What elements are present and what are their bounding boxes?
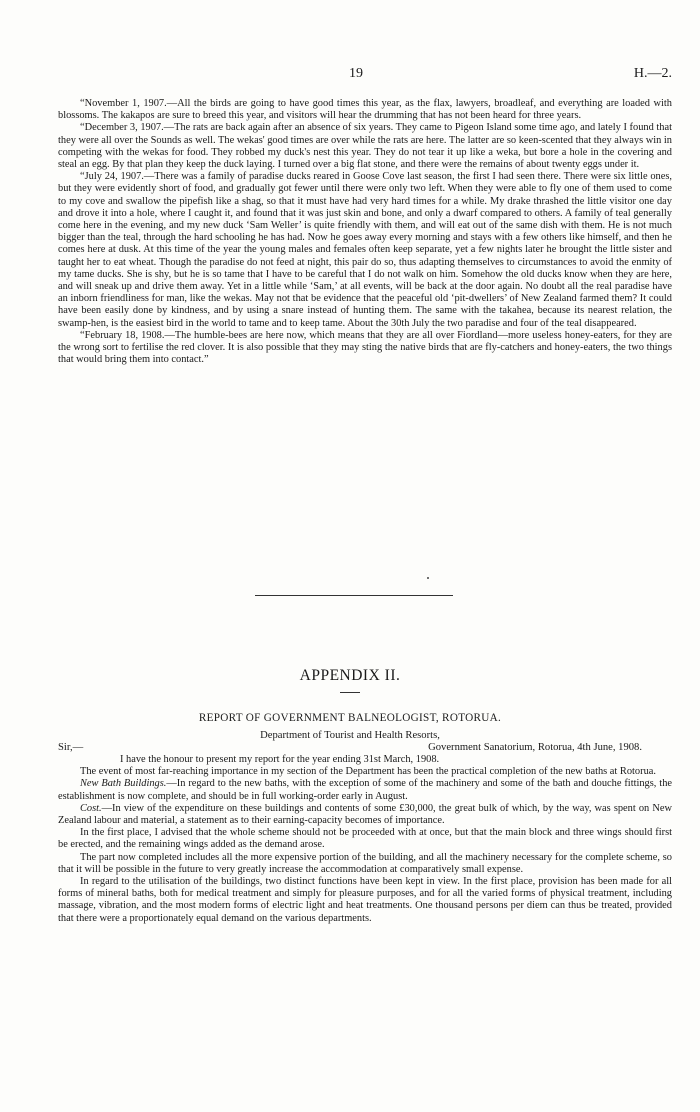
report-paragraph (58, 766, 672, 778)
salutation: Sir,— (58, 742, 84, 753)
paragraph-lead: Cost. (80, 802, 102, 814)
letter-paragraph: “February 18, 1908.—The humble-bees are here now, which means that they are all over Fiordland—more useless honey-eaters, for they are the wrong sort to fertilise the red clover. It is also possible that they may sting the native birds that are fly-catchers and honey-eaters, the two things that would bring them into contact.” (58, 329, 672, 366)
report-paragraph (58, 778, 672, 802)
heading-rule (340, 692, 360, 693)
report-title: REPORT OF GOVERNMENT BALNEOLOGIST, ROTORUA. (198, 712, 502, 724)
letter-paragraph: “July 24, 1907.—There was a family of paradise ducks reared in Goose Cove last season, the first I had seen there. There were six little ones, but they were evidently short of food, and gradually got fewer until there were only two left. When they were able to fly one of them used to come to my cove and swallow the pipefish like a shag, so that it must have had very hard times for a while. My drake thrashed the little visitor one day and drove it into a hole, where I caught it, and found that it was just skin and bone, and only a dwarf compared to others. A family of teal generally come here in the evening, and my new duck ‘Sam Weller’ is quite friendly with them, and will eat out of the same dish with them. He is not much bigger than the teal, through the hard schooling he has had. Now he goes away every morning and stays with a few others like himself, and then he comes here at dusk. At this time of the year the young males and females often keep separate, yet a few nights later he brought the little sister and taught her to eat wheat. Though the paradise do not feed at night, this pair do so, thus adapting themselves to circumstances to avoid the enmity of my tame ducks. She is shy, but he is so tame that I have to be careful that I do not walk on him. Somehow the old ducks know when they are here, and will sneak up and drive them away. Yet in a little while ‘Sam,’ at all events, will be back at the door again. No doubt all the real paradise have an inborn friendliness for man, like the wekas. May not that be evidence that the peaceful old ‘pit-dwellers’ of New Zealand farmed them? It could have been easily done by kindness, and by using a snare instead of hunting them. The same with the takahea, because its nearest relation, the swamp-hen, is the easiest bird in the world to tame and to keep tame. About the 30th July the two paradise and four of the teal disappeared. (58, 171, 672, 329)
report-paragraph (58, 852, 672, 876)
letter-paragraph: “November 1, 1907.—All the birds are going to have good times this year, as the flax, lawyers, broadleaf, and everything are loaded with blossoms. The kakapos are sure to breed this year, and visitors will hear the drumming that has not been heard for three years. (58, 98, 672, 122)
paragraph-text: I have the honour to present my report for the year ending 31st March, 1908. (120, 754, 440, 765)
department-line: Department of Tourist and Health Resorts, (260, 730, 440, 741)
report-paragraph (58, 876, 672, 925)
letter-paragraph: “December 3, 1907.—The rats are back again after an absence of six years. They came to Pigeon Island some time ago, and lately I found that they were all over the Sounds as well. The wekas' good times are over while the rats are here. The latter are so keen-scented that they always win in competing with the wekas for food. They robbed my duck's nest this year. They do not tear it up like a weka, but bore a hole in the covering and steal an egg. By that plan they keep the duck laying. I turned over a big flat stone, and there were the remains of about twenty eggs under it. (58, 122, 672, 171)
paragraph-text: In the first place, I advised that the whole scheme should not be proceeded with at once, but that the main block and three wings should first be erected, and the remaining wings added as the demand arose. (58, 827, 672, 851)
report-paragraph (58, 803, 672, 827)
page-header (40, 66, 672, 84)
paragraph-text: —In view of the expenditure on these buildings and contents of some £30,000, the great bulk of which, by the way, was spent on New Zealand labour and material, a statement as to their earning-capacity becomes of importance. (58, 802, 672, 827)
section-divider (255, 595, 453, 596)
report-paragraph (58, 754, 672, 766)
report-body (58, 754, 672, 925)
page-number: 19 (349, 66, 363, 81)
sanatorium-dateline: Government Sanatorium, Rotorua, 4th June, 1908. (428, 742, 642, 753)
stray-mark (427, 577, 429, 579)
paragraph-text: In regard to the utilisation of the buildings, two distinct functions have been kept in view. In the first place, provision has been made for all forms of mineral baths, both for medical treatment and simply for pleasure purposes, and for all the varied forms of physical treatment, including massage, vibration, and the most modern forms of electric light and heat treatments. One thousand persons per diem can thus be treated, provided that there were a proportionately equal demand on the various departments. (58, 876, 672, 924)
appendix-heading: APPENDIX II. (299, 667, 401, 684)
letters-section (58, 98, 672, 366)
paragraph-text: The part now completed includes all the more expensive portion of the building, and all the machinery necessary for the complete scheme, so that it will be possible in the future to very greatly increase the accommodation at comparatively small expense. (58, 851, 672, 875)
paragraph-text: —In regard to the new baths, with the exception of some of the machinery and some of the bath and douche fittings, the establishment is now complete, and should be in full working-order early in August. (58, 778, 673, 802)
paragraph-text: The event of most far-reaching importance in my section of the Department has been the practical completion of the new baths at Rotorua. (80, 766, 656, 778)
paragraph-lead: New Bath Buildings. (80, 778, 167, 790)
document-code: H.—2. (633, 66, 672, 81)
report-paragraph (58, 827, 672, 851)
